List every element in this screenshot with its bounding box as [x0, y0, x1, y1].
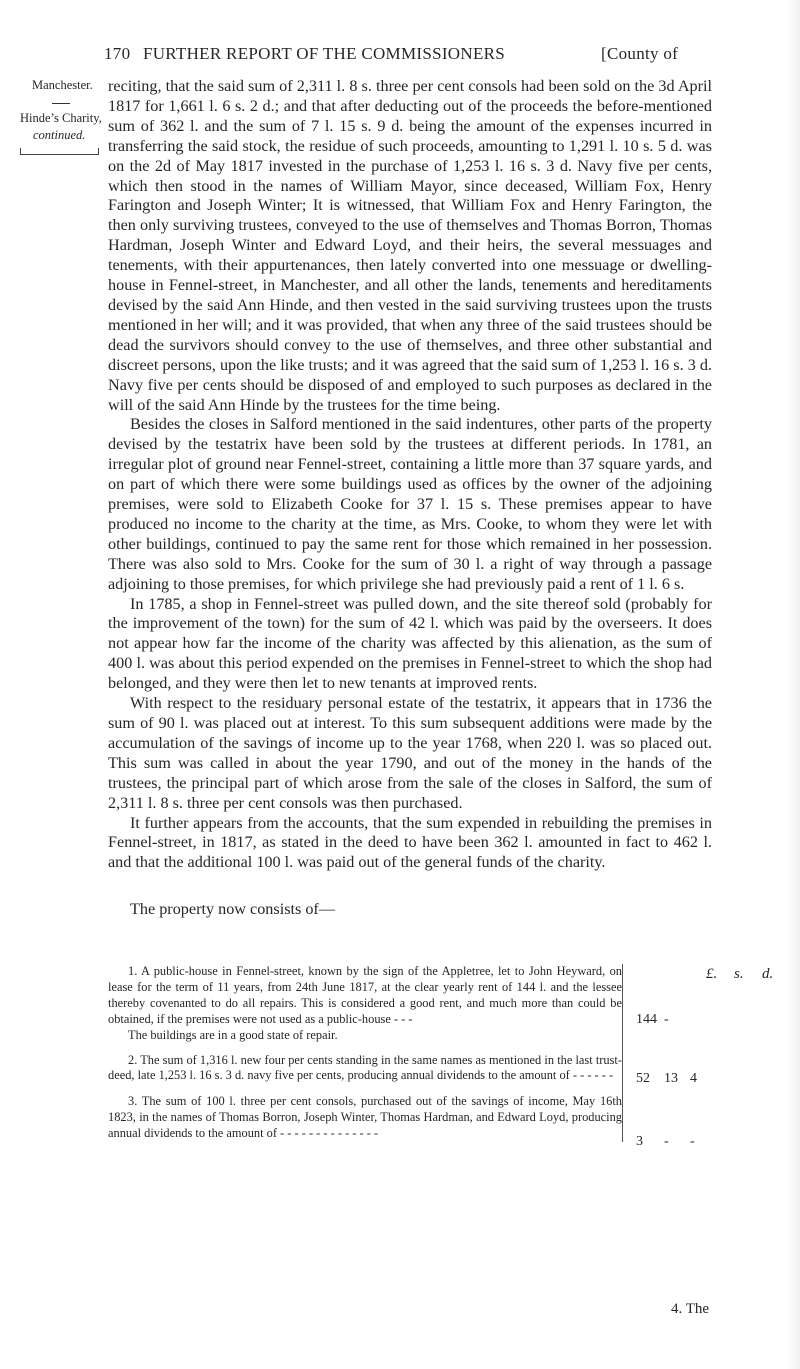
paragraph: reciting, that the said sum of 2,311 l. 8 s. three per cent consols had been sold on the 3d April 1817 for 1,661 l. 6 s. 2 d.; and that after deducting out of the proceeds the before-mentioned sum of 362 l. and the sum of 7 l. 15 s. 9 d. being the amount of the expenses incurred in transferring the said stock, the residue of such proceeds, amounting to 1,291 l. 10 s. 5 d. was on the 2d of May 1817 invested in the purchase of 1,253 l. 16 s. 3 d. Navy five per cents, which then stood in the names of William Mayor, since deceased, William Fox, Henry Farington and Joseph Winter; It is witnessed, that William Fox and Henry Farington, the then only surviving trustees, conveyed to the use of themselves and Thomas Borron, Thomas Hardman, Joseph Winter and Edward Loyd, and their heirs, the several messuages and tenements, with their appurtenances, then lately converted into one messuage or dwelling-house in Fennel-street, in Manchester, and all other the lands, tenements and hereditaments devised by the said Ann Hinde, and then vested in the said surviving trustees upon the trusts mentioned in her will; and it was provided, that when any three of the said trustees should be dead the survivors should convey to the use of themselves, and three other substantial and discreet persons, upon the like trusts; and it was agreed that the said sum of 1,253 l. 16 s. 3 d. Navy five per cents should be disposed of and employed to such purposes as declared in the will of the said Ann Hinde by the trustees for the time being. [108, 77, 712, 414]
shillings-header: s. [734, 966, 744, 982]
paragraph: It further appears from the accounts, that the sum expended in rebuilding the premises in Fennel-street, in 1817, as stated in the deed to have been 362 l. amounted in fact to 462 l. and that the additional 100 l. was paid out of the general funds of the charity. [108, 813, 712, 872]
amount-pence: 4 [690, 1071, 697, 1087]
amount-shillings: 13 [664, 1071, 678, 1087]
margin-continued: continued. [33, 128, 86, 142]
amount-pounds: 144 [636, 1011, 657, 1027]
page-edge-shadow [786, 0, 800, 1369]
amount-shillings: - [664, 1134, 669, 1150]
margin-charity: Hinde’s Charity, [20, 111, 102, 125]
item-text: 3. The sum of 100 l. three per cent consols, purchased out of the savings of income, May 16th 1823, in the names of Thomas Borron, Joseph Winter, Thomas Hardman, and Edward Loyd, producing annual dividends to the amount of - - - - - - - - - - - - - - [108, 1094, 622, 1141]
property-item [108, 1053, 708, 1085]
header-title: FURTHER REPORT OF THE COMMISSIONERS [142, 44, 506, 63]
paragraph: With respect to the residuary personal estate of the testatrix, it appears that in 1736 the sum of 90 l. was placed out at interest. To this sum subsequent additions were made by the accumulation of the savings of income up to the year 1768, when 220 l. was so placed out. This sum was called in about the year 1790, and out of the money in the hands of the trustees, the principal part of which arose from the sale of the closes in Salford, the sum of 2,311 l. 8 s. three per cent consols was then purchased. [108, 694, 712, 812]
amount-shillings: - [664, 1011, 669, 1027]
page-number: 170 [104, 44, 131, 63]
catchword: 4. The [671, 1301, 710, 1317]
pounds-header: £. [706, 966, 718, 982]
running-header [104, 44, 724, 64]
item-text: 1. A public-house in Fennel-street, known by the sign of the Appletree, let to John Heyward, on lease for the term of 11 years, from 24th June 1817, at the clear yearly rent of 144 l. and the lessee thereby covenanted to do all repairs. This is considered a good rent, and much more than could be obtained, if the premises were not used as a public-house - - - [108, 964, 622, 1026]
item-amount [632, 1071, 708, 1087]
amount-pounds: 3 [636, 1134, 643, 1150]
body-text [108, 77, 712, 920]
property-intro: The property now consists of— [130, 900, 336, 919]
paragraph: In 1785, a shop in Fennel-street was pulled down, and the site thereof sold (probably for the improvement of the town) for the sum of 42 l. which was paid by the overseers. It does not appear how far the income of the charity was affected by this alienation, as the sum of 400 l. was about this period expended on the premises in Fennel-street to which the shop had belonged, and they were then let to new tenants at improved rents. [108, 594, 712, 693]
property-item [108, 1094, 708, 1150]
header-county: [County of [601, 44, 679, 63]
pence-header: d. [762, 966, 774, 982]
item-text: 2. The sum of 1,316 l. new four per cents standing in the same names as mentioned in the last trust-deed, late 1,253 l. 16 s. 3 d. navy five per cents, producing annual dividends to the amount of - - - - - - [108, 1052, 622, 1083]
item-amount [632, 1134, 708, 1150]
property-item [108, 964, 708, 1044]
amount-pence: - [690, 1134, 695, 1150]
item-subline: The buildings are in a good state of repair. [128, 1027, 338, 1042]
margin-place: Manchester. [32, 78, 93, 92]
margin-bracket [20, 148, 99, 155]
item-amount [632, 1012, 708, 1028]
margin-dash [52, 103, 70, 104]
paragraph: Besides the closes in Salford mentioned in the said indentures, other parts of the property devised by the testatrix have been sold by the trustees at different periods. In 1781, an irregular plot of ground near Fennel-street, containing a little more than 37 square yards, and on part of which there were some buildings used as offices by the owner of the adjoining premises, were sold to Elizabeth Cooke for 37 l. 15 s. These premises appear to have produced no income to the charity at the time, as Mrs. Cooke, to whom they were let with other buildings, continued to pay the same rent for those which remained in her possession. There was also sold to Mrs. Cooke for the sum of 30 l. a right of way through a passage adjoining to those premises, for which privilege she had previously paid a rent of 1 l. 6 s. [108, 415, 712, 593]
property-list [108, 964, 728, 1150]
amount-pounds: 52 [636, 1071, 650, 1087]
